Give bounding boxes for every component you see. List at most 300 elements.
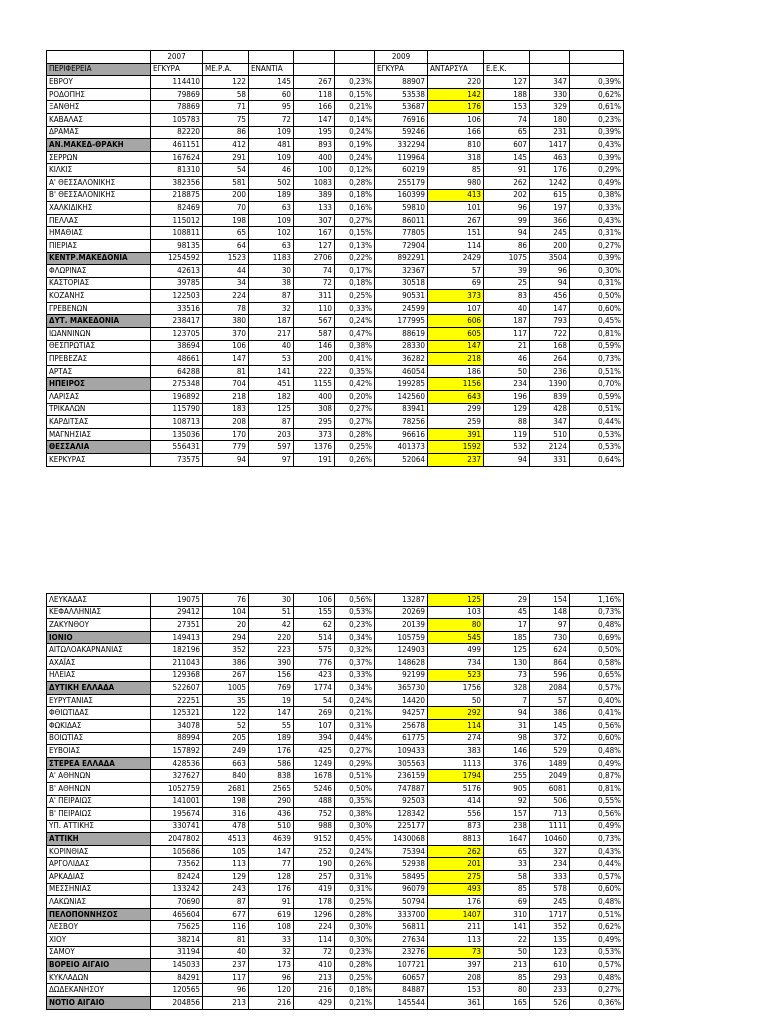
enantia-votes-cell[interactable]: 102 xyxy=(249,227,294,240)
percent-2007-cell[interactable]: 0,18% xyxy=(335,277,375,290)
total-2009-cell[interactable]: 578 xyxy=(530,883,570,896)
total-2009-cell[interactable]: 200 xyxy=(530,239,570,252)
percent-2009-cell[interactable]: 0,39% xyxy=(570,126,624,139)
valid-votes-2007-cell[interactable]: 82469 xyxy=(151,202,203,215)
total-2009-cell[interactable]: 347 xyxy=(530,76,570,89)
percent-2009-cell[interactable]: 0,53% xyxy=(570,428,624,441)
antarsya-votes-cell[interactable]: 69 xyxy=(428,277,484,290)
valid-votes-2009-cell[interactable]: 60219 xyxy=(375,164,428,177)
total-2007-cell[interactable]: 308 xyxy=(294,403,335,416)
valid-votes-2009-cell[interactable]: 96079 xyxy=(375,883,428,896)
enantia-votes-cell[interactable]: 30 xyxy=(249,594,294,607)
district-name-cell[interactable]: ΦΛΩΡΙΝΑΣ xyxy=(47,265,151,278)
total-2009-cell[interactable]: 231 xyxy=(530,126,570,139)
mera-votes-cell[interactable]: 1523 xyxy=(203,252,249,265)
percent-2009-cell[interactable]: 0,39% xyxy=(570,76,624,89)
percent-2007-cell[interactable]: 0,24% xyxy=(335,694,375,707)
mera-votes-cell[interactable]: 71 xyxy=(203,101,249,114)
total-2007-cell[interactable]: 267 xyxy=(294,76,335,89)
district-name-cell[interactable]: ΑΧΑΪΑΣ xyxy=(47,656,151,669)
eek-votes-cell[interactable]: 50 xyxy=(484,365,530,378)
enantia-votes-cell[interactable]: 290 xyxy=(249,795,294,808)
percent-2009-cell[interactable]: 0,60% xyxy=(570,302,624,315)
total-2009-cell[interactable]: 347 xyxy=(530,416,570,429)
total-2009-cell[interactable]: 1390 xyxy=(530,378,570,391)
total-2009-cell[interactable]: 236 xyxy=(530,365,570,378)
valid-votes-2007-cell[interactable]: 196892 xyxy=(151,391,203,404)
valid-votes-2009-cell[interactable]: 28330 xyxy=(375,340,428,353)
valid-votes-2009-cell[interactable]: 13287 xyxy=(375,594,428,607)
enantia-votes-cell[interactable]: 97 xyxy=(249,454,294,467)
mera-votes-cell[interactable]: 64 xyxy=(203,239,249,252)
percent-2009-cell[interactable]: 0,48% xyxy=(570,971,624,984)
mera-votes-cell[interactable]: 243 xyxy=(203,883,249,896)
percent-2009-cell[interactable]: 0,30% xyxy=(570,265,624,278)
percent-2009-cell[interactable]: 0,44% xyxy=(570,858,624,871)
percent-2007-cell[interactable]: 0,28% xyxy=(335,908,375,921)
valid-votes-2009-cell[interactable]: 32367 xyxy=(375,265,428,278)
percent-2009-cell[interactable]: 0,55% xyxy=(570,795,624,808)
valid-votes-2009-cell[interactable]: 24599 xyxy=(375,302,428,315)
eek-votes-cell[interactable]: 22 xyxy=(484,934,530,947)
enantia-votes-cell[interactable]: 63 xyxy=(249,239,294,252)
valid-votes-2009-cell[interactable]: 225177 xyxy=(375,820,428,833)
valid-votes-2009-cell[interactable]: 75394 xyxy=(375,845,428,858)
enantia-votes-cell[interactable]: 109 xyxy=(249,214,294,227)
total-2009-cell[interactable]: 197 xyxy=(530,202,570,215)
total-2007-cell[interactable]: 5246 xyxy=(294,782,335,795)
enantia-votes-cell[interactable]: 769 xyxy=(249,682,294,695)
valid-votes-2007-cell[interactable]: 29412 xyxy=(151,606,203,619)
total-2009-cell[interactable]: 97 xyxy=(530,619,570,632)
enantia-votes-cell[interactable]: 42 xyxy=(249,619,294,632)
valid-votes-2009-cell[interactable]: 1430068 xyxy=(375,833,428,846)
percent-2007-cell[interactable]: 0,28% xyxy=(335,959,375,972)
enantia-votes-cell[interactable]: 108 xyxy=(249,921,294,934)
percent-2009-cell[interactable]: 0,53% xyxy=(570,441,624,454)
eek-votes-cell[interactable]: 45 xyxy=(484,606,530,619)
region-column-header[interactable]: ΠΕΡΙΦΕΡΕΙΑ xyxy=(47,63,151,76)
valid-votes-2007-cell[interactable]: 125321 xyxy=(151,707,203,720)
percent-2007-cell[interactable]: 0,25% xyxy=(335,896,375,909)
total-2007-cell[interactable]: 100 xyxy=(294,164,335,177)
eek-votes-cell[interactable]: 85 xyxy=(484,971,530,984)
eek-votes-cell[interactable]: 88 xyxy=(484,416,530,429)
percent-2007-cell[interactable]: 0,12% xyxy=(335,164,375,177)
total-2007-cell[interactable]: 1376 xyxy=(294,441,335,454)
total-2009-cell[interactable]: 327 xyxy=(530,845,570,858)
total-2009-cell[interactable]: 168 xyxy=(530,340,570,353)
percent-2007-cell[interactable]: 0,28% xyxy=(335,428,375,441)
valid-votes-2007-cell[interactable]: 428536 xyxy=(151,757,203,770)
percent-2007-cell[interactable]: 0,23% xyxy=(335,619,375,632)
total-2007-cell[interactable]: 110 xyxy=(294,302,335,315)
spreadsheet-cell[interactable] xyxy=(294,51,335,64)
total-2009-cell[interactable]: 329 xyxy=(530,101,570,114)
enantia-votes-cell[interactable]: 189 xyxy=(249,732,294,745)
antarsya-votes-cell[interactable]: 606 xyxy=(428,315,484,328)
antarsya-header[interactable]: ΑΝΤΑΡΣΥΑ xyxy=(428,63,484,76)
percent-2007-cell[interactable]: 0,21% xyxy=(335,101,375,114)
total-2009-cell[interactable]: 2084 xyxy=(530,682,570,695)
valid-votes-2009-cell[interactable]: 84887 xyxy=(375,984,428,997)
valid-votes-2009-cell[interactable]: 142560 xyxy=(375,391,428,404)
total-2007-cell[interactable]: 224 xyxy=(294,921,335,934)
total-2009-cell[interactable]: 154 xyxy=(530,594,570,607)
valid-votes-2009-cell[interactable]: 124903 xyxy=(375,644,428,657)
enantia-votes-cell[interactable]: 2565 xyxy=(249,782,294,795)
percent-2007-cell[interactable]: 0,20% xyxy=(335,391,375,404)
district-name-cell[interactable]: ΔΡΑΜΑΣ xyxy=(47,126,151,139)
valid-votes-2009-cell[interactable]: 59246 xyxy=(375,126,428,139)
valid-votes-2007-cell[interactable]: 31194 xyxy=(151,946,203,959)
percent-2009-cell[interactable]: 0,39% xyxy=(570,151,624,164)
total-2009-cell[interactable]: 1417 xyxy=(530,139,570,152)
antarsya-votes-cell[interactable]: 1407 xyxy=(428,908,484,921)
eek-votes-cell[interactable]: 146 xyxy=(484,745,530,758)
eek-votes-cell[interactable]: 50 xyxy=(484,946,530,959)
valid-votes-2007-cell[interactable]: 108811 xyxy=(151,227,203,240)
valid-votes-2007-cell[interactable]: 42613 xyxy=(151,265,203,278)
mera-votes-cell[interactable]: 208 xyxy=(203,416,249,429)
percent-2007-cell[interactable]: 0,26% xyxy=(335,454,375,467)
valid-votes-2007-cell[interactable]: 461151 xyxy=(151,139,203,152)
district-name-cell[interactable]: Β' ΠΕΙΡΑΙΩΣ xyxy=(47,808,151,821)
valid-votes-2007-cell[interactable]: 84291 xyxy=(151,971,203,984)
percent-2007-cell[interactable]: 0,47% xyxy=(335,328,375,341)
percent-2007-cell[interactable]: 0,16% xyxy=(335,202,375,215)
antarsya-votes-cell[interactable]: 114 xyxy=(428,239,484,252)
valid-votes-2007-cell[interactable]: 1052759 xyxy=(151,782,203,795)
eek-votes-cell[interactable]: 532 xyxy=(484,441,530,454)
total-2009-cell[interactable]: 331 xyxy=(530,454,570,467)
mera-votes-cell[interactable]: 370 xyxy=(203,328,249,341)
district-name-cell[interactable]: ΥΠ. ΑΤΤΙΚΗΣ xyxy=(47,820,151,833)
total-2009-cell[interactable]: 596 xyxy=(530,669,570,682)
total-2007-cell[interactable]: 114 xyxy=(294,934,335,947)
eek-votes-cell[interactable]: 202 xyxy=(484,189,530,202)
valid-votes-2009-cell[interactable]: 160399 xyxy=(375,189,428,202)
percent-2009-cell[interactable]: 0,60% xyxy=(570,732,624,745)
percent-2007-cell[interactable]: 0,31% xyxy=(335,871,375,884)
total-2009-cell[interactable]: 123 xyxy=(530,946,570,959)
valid-votes-2007-cell[interactable]: 149413 xyxy=(151,631,203,644)
eek-votes-cell[interactable]: 328 xyxy=(484,682,530,695)
mera-votes-cell[interactable]: 147 xyxy=(203,353,249,366)
mera-votes-cell[interactable]: 106 xyxy=(203,340,249,353)
antarsya-votes-cell[interactable]: 73 xyxy=(428,946,484,959)
percent-2009-cell[interactable]: 0,70% xyxy=(570,378,624,391)
enantia-votes-cell[interactable]: 33 xyxy=(249,934,294,947)
total-2007-cell[interactable]: 567 xyxy=(294,315,335,328)
total-2009-cell[interactable]: 463 xyxy=(530,151,570,164)
eek-votes-cell[interactable]: 130 xyxy=(484,656,530,669)
district-name-cell[interactable]: ΠΕΛΛΑΣ xyxy=(47,214,151,227)
district-name-cell[interactable]: ΝΟΤΙΟ ΑΙΓΑΙΟ xyxy=(47,997,151,1010)
enantia-votes-cell[interactable]: 838 xyxy=(249,770,294,783)
percent-2009-cell[interactable]: 1,16% xyxy=(570,594,624,607)
antarsya-votes-cell[interactable]: 147 xyxy=(428,340,484,353)
total-2007-cell[interactable]: 752 xyxy=(294,808,335,821)
valid-votes-2009-cell[interactable]: 177995 xyxy=(375,315,428,328)
district-name-cell[interactable]: ΕΥΒΟΙΑΣ xyxy=(47,745,151,758)
mera-votes-cell[interactable]: 81 xyxy=(203,934,249,947)
enantia-votes-cell[interactable]: 220 xyxy=(249,631,294,644)
total-2007-cell[interactable]: 167 xyxy=(294,227,335,240)
valid-votes-2009-cell[interactable]: 78256 xyxy=(375,416,428,429)
enantia-votes-cell[interactable]: 147 xyxy=(249,707,294,720)
mera-votes-cell[interactable]: 40 xyxy=(203,946,249,959)
total-2007-cell[interactable]: 146 xyxy=(294,340,335,353)
enantia-votes-cell[interactable]: 32 xyxy=(249,302,294,315)
valid-votes-2007-cell[interactable]: 88994 xyxy=(151,732,203,745)
total-2009-cell[interactable]: 176 xyxy=(530,164,570,177)
antarsya-votes-cell[interactable]: 106 xyxy=(428,113,484,126)
percent-2009-cell[interactable]: 0,39% xyxy=(570,252,624,265)
total-2007-cell[interactable]: 419 xyxy=(294,883,335,896)
antarsya-votes-cell[interactable]: 383 xyxy=(428,745,484,758)
percent-2007-cell[interactable]: 0,53% xyxy=(335,606,375,619)
antarsya-votes-cell[interactable]: 101 xyxy=(428,202,484,215)
enantia-votes-cell[interactable]: 156 xyxy=(249,669,294,682)
total-2009-cell[interactable]: 145 xyxy=(530,719,570,732)
percent-2009-cell[interactable]: 0,40% xyxy=(570,694,624,707)
percent-2009-cell[interactable]: 0,57% xyxy=(570,959,624,972)
mera-votes-cell[interactable]: 117 xyxy=(203,971,249,984)
valid-votes-2007-cell[interactable]: 275348 xyxy=(151,378,203,391)
total-2007-cell[interactable]: 252 xyxy=(294,845,335,858)
percent-2007-cell[interactable]: 0,44% xyxy=(335,732,375,745)
total-2007-cell[interactable]: 127 xyxy=(294,239,335,252)
eek-votes-cell[interactable]: 141 xyxy=(484,921,530,934)
percent-2007-cell[interactable]: 0,25% xyxy=(335,441,375,454)
antarsya-votes-cell[interactable]: 151 xyxy=(428,227,484,240)
district-name-cell[interactable]: ΑΤΤΙΚΗ xyxy=(47,833,151,846)
total-2009-cell[interactable]: 57 xyxy=(530,694,570,707)
percent-2009-cell[interactable]: 0,43% xyxy=(570,845,624,858)
total-2007-cell[interactable]: 1155 xyxy=(294,378,335,391)
mera-votes-cell[interactable]: 581 xyxy=(203,176,249,189)
antarsya-votes-cell[interactable]: 397 xyxy=(428,959,484,972)
total-2009-cell[interactable]: 147 xyxy=(530,302,570,315)
eek-votes-cell[interactable]: 65 xyxy=(484,126,530,139)
total-2009-cell[interactable]: 3504 xyxy=(530,252,570,265)
percent-2009-cell[interactable]: 0,48% xyxy=(570,619,624,632)
mera-votes-cell[interactable]: 81 xyxy=(203,365,249,378)
percent-2007-cell[interactable]: 0,24% xyxy=(335,151,375,164)
eek-votes-cell[interactable]: 92 xyxy=(484,795,530,808)
percent-2009-cell[interactable]: 0,53% xyxy=(570,946,624,959)
percent-2009-cell[interactable]: 0,87% xyxy=(570,770,624,783)
district-name-cell[interactable]: ΣΤΕΡΕΑ ΕΛΛΑΔΑ xyxy=(47,757,151,770)
total-2009-cell[interactable]: 372 xyxy=(530,732,570,745)
valid-votes-2007-cell[interactable]: 122503 xyxy=(151,290,203,303)
total-2007-cell[interactable]: 178 xyxy=(294,896,335,909)
mera-votes-cell[interactable]: 352 xyxy=(203,644,249,657)
valid-votes-2007-cell[interactable]: 115012 xyxy=(151,214,203,227)
eek-votes-cell[interactable]: 188 xyxy=(484,88,530,101)
enantia-votes-cell[interactable]: 203 xyxy=(249,428,294,441)
antarsya-votes-cell[interactable]: 318 xyxy=(428,151,484,164)
percent-2009-cell[interactable]: 0,49% xyxy=(570,757,624,770)
mera-votes-cell[interactable]: 78 xyxy=(203,302,249,315)
percent-2009-cell[interactable]: 0,51% xyxy=(570,365,624,378)
total-2007-cell[interactable]: 213 xyxy=(294,971,335,984)
total-2009-cell[interactable]: 1489 xyxy=(530,757,570,770)
percent-2007-cell[interactable]: 0,56% xyxy=(335,594,375,607)
percent-2007-cell[interactable]: 0,41% xyxy=(335,353,375,366)
total-2009-cell[interactable]: 233 xyxy=(530,984,570,997)
total-2007-cell[interactable]: 410 xyxy=(294,959,335,972)
enantia-votes-cell[interactable]: 125 xyxy=(249,403,294,416)
valid-votes-2007-cell[interactable]: 19075 xyxy=(151,594,203,607)
valid-votes-2009-cell[interactable]: 56811 xyxy=(375,921,428,934)
eek-votes-cell[interactable]: 40 xyxy=(484,302,530,315)
percent-2009-cell[interactable]: 0,43% xyxy=(570,139,624,152)
district-name-cell[interactable]: ΛΑΚΩΝΙΑΣ xyxy=(47,896,151,909)
valid-votes-2009-cell[interactable]: 365730 xyxy=(375,682,428,695)
eek-votes-cell[interactable]: 83 xyxy=(484,290,530,303)
percent-2007-cell[interactable]: 0,30% xyxy=(335,820,375,833)
valid-votes-2007-cell[interactable]: 73575 xyxy=(151,454,203,467)
valid-votes-2009-cell[interactable]: 36282 xyxy=(375,353,428,366)
percent-2009-cell[interactable]: 0,33% xyxy=(570,202,624,215)
valid-votes-2007-cell[interactable]: 327627 xyxy=(151,770,203,783)
total-2007-cell[interactable]: 389 xyxy=(294,189,335,202)
percent-2007-cell[interactable]: 0,37% xyxy=(335,656,375,669)
eek-votes-cell[interactable]: 80 xyxy=(484,984,530,997)
valid-votes-2009-cell[interactable]: 90531 xyxy=(375,290,428,303)
antarsya-votes-cell[interactable]: 166 xyxy=(428,126,484,139)
percent-2009-cell[interactable]: 0,36% xyxy=(570,997,624,1010)
antarsya-votes-cell[interactable]: 267 xyxy=(428,214,484,227)
district-name-cell[interactable]: ΔΥΤΙΚΗ ΕΛΛΑΔΑ xyxy=(47,682,151,695)
mera-votes-cell[interactable]: 224 xyxy=(203,290,249,303)
percent-2007-cell[interactable]: 0,30% xyxy=(335,921,375,934)
valid-votes-2007-cell[interactable]: 382356 xyxy=(151,176,203,189)
percent-2009-cell[interactable]: 0,81% xyxy=(570,328,624,341)
total-2007-cell[interactable]: 893 xyxy=(294,139,335,152)
eek-votes-cell[interactable]: 127 xyxy=(484,76,530,89)
percent-2009-cell[interactable]: 0,59% xyxy=(570,340,624,353)
spreadsheet-cell[interactable] xyxy=(484,51,530,64)
district-name-cell[interactable]: ΚΙΛΚΙΣ xyxy=(47,164,151,177)
valid-votes-2009-cell[interactable]: 332294 xyxy=(375,139,428,152)
percent-2009-cell[interactable]: 0,27% xyxy=(570,984,624,997)
valid-votes-2009-cell[interactable]: 109433 xyxy=(375,745,428,758)
district-name-cell[interactable]: ΒΟΙΩΤΙΑΣ xyxy=(47,732,151,745)
total-2007-cell[interactable]: 74 xyxy=(294,265,335,278)
eek-votes-cell[interactable]: 96 xyxy=(484,202,530,215)
enantia-votes-cell[interactable]: 173 xyxy=(249,959,294,972)
percent-2007-cell[interactable]: 0,27% xyxy=(335,214,375,227)
enantia-votes-cell[interactable]: 53 xyxy=(249,353,294,366)
eek-votes-cell[interactable]: 17 xyxy=(484,619,530,632)
mera-votes-cell[interactable]: 237 xyxy=(203,959,249,972)
percent-2009-cell[interactable]: 0,73% xyxy=(570,833,624,846)
valid-votes-2007-cell[interactable]: 330741 xyxy=(151,820,203,833)
valid-votes-2007-cell[interactable]: 48661 xyxy=(151,353,203,366)
enantia-votes-cell[interactable]: 30 xyxy=(249,265,294,278)
district-name-cell[interactable]: ΑΙΤΩΛΟΑΚΑΡΝΑΝΙΑΣ xyxy=(47,644,151,657)
antarsya-votes-cell[interactable]: 413 xyxy=(428,189,484,202)
antarsya-votes-cell[interactable]: 493 xyxy=(428,883,484,896)
total-2009-cell[interactable]: 506 xyxy=(530,795,570,808)
valid-votes-2009-cell[interactable]: 333700 xyxy=(375,908,428,921)
mera-votes-cell[interactable]: 663 xyxy=(203,757,249,770)
enantia-votes-cell[interactable]: 32 xyxy=(249,946,294,959)
enantia-votes-cell[interactable]: 481 xyxy=(249,139,294,152)
valid-votes-2007-cell[interactable]: 108713 xyxy=(151,416,203,429)
percent-2007-cell[interactable]: 0,17% xyxy=(335,265,375,278)
valid-votes-2007-cell[interactable]: 39785 xyxy=(151,277,203,290)
enantia-votes-cell[interactable]: 216 xyxy=(249,997,294,1010)
antarsya-votes-cell[interactable]: 1592 xyxy=(428,441,484,454)
enantia-votes-cell[interactable]: 182 xyxy=(249,391,294,404)
eek-votes-cell[interactable]: 905 xyxy=(484,782,530,795)
percent-2009-cell[interactable]: 0,60% xyxy=(570,883,624,896)
antarsya-votes-cell[interactable]: 103 xyxy=(428,606,484,619)
enantia-votes-cell[interactable]: 55 xyxy=(249,719,294,732)
valid-votes-2009-cell[interactable]: 305563 xyxy=(375,757,428,770)
total-2007-cell[interactable]: 191 xyxy=(294,454,335,467)
percent-2009-cell[interactable]: 0,57% xyxy=(570,682,624,695)
total-2009-cell[interactable]: 96 xyxy=(530,265,570,278)
mera-votes-cell[interactable]: 198 xyxy=(203,214,249,227)
enantia-votes-cell[interactable]: 77 xyxy=(249,858,294,871)
valid-votes-2007-cell[interactable]: 114410 xyxy=(151,76,203,89)
antarsya-votes-cell[interactable]: 259 xyxy=(428,416,484,429)
total-2009-cell[interactable]: 180 xyxy=(530,113,570,126)
total-2007-cell[interactable]: 1774 xyxy=(294,682,335,695)
mera-votes-cell[interactable]: 122 xyxy=(203,76,249,89)
percent-2007-cell[interactable]: 0,50% xyxy=(335,782,375,795)
eek-votes-cell[interactable]: 213 xyxy=(484,959,530,972)
spreadsheet-cell[interactable] xyxy=(47,51,151,64)
total-2009-cell[interactable]: 1242 xyxy=(530,176,570,189)
total-2009-cell[interactable]: 264 xyxy=(530,353,570,366)
percent-2007-cell[interactable]: 0,21% xyxy=(335,997,375,1010)
total-2007-cell[interactable]: 222 xyxy=(294,365,335,378)
enantia-votes-cell[interactable]: 109 xyxy=(249,151,294,164)
antarsya-votes-cell[interactable]: 201 xyxy=(428,858,484,871)
mera-votes-cell[interactable]: 34 xyxy=(203,277,249,290)
district-name-cell[interactable]: ΛΕΥΚΑΔΑΣ xyxy=(47,594,151,607)
district-name-cell[interactable]: ΕΒΡΟΥ xyxy=(47,76,151,89)
antarsya-votes-cell[interactable]: 643 xyxy=(428,391,484,404)
eek-votes-cell[interactable]: 91 xyxy=(484,164,530,177)
percent-2009-cell[interactable]: 0,62% xyxy=(570,921,624,934)
valid-votes-2009-cell[interactable]: 72904 xyxy=(375,239,428,252)
antarsya-votes-cell[interactable]: 275 xyxy=(428,871,484,884)
valid-votes-2007-cell[interactable]: 211043 xyxy=(151,656,203,669)
eek-votes-cell[interactable]: 262 xyxy=(484,176,530,189)
total-2009-cell[interactable]: 1717 xyxy=(530,908,570,921)
eek-votes-cell[interactable]: 234 xyxy=(484,378,530,391)
percent-2007-cell[interactable]: 0,25% xyxy=(335,971,375,984)
spreadsheet-cell[interactable] xyxy=(335,63,375,76)
total-2007-cell[interactable]: 400 xyxy=(294,151,335,164)
enantia-header[interactable]: ΕΝΑΝΤΙΑ xyxy=(249,63,294,76)
eek-votes-cell[interactable]: 129 xyxy=(484,403,530,416)
mera-votes-cell[interactable]: 75 xyxy=(203,113,249,126)
percent-2009-cell[interactable]: 0,69% xyxy=(570,631,624,644)
district-name-cell[interactable]: ΗΛΕΙΑΣ xyxy=(47,669,151,682)
eek-votes-cell[interactable]: 255 xyxy=(484,770,530,783)
total-2007-cell[interactable]: 72 xyxy=(294,946,335,959)
antarsya-votes-cell[interactable]: 208 xyxy=(428,971,484,984)
antarsya-votes-cell[interactable]: 292 xyxy=(428,707,484,720)
